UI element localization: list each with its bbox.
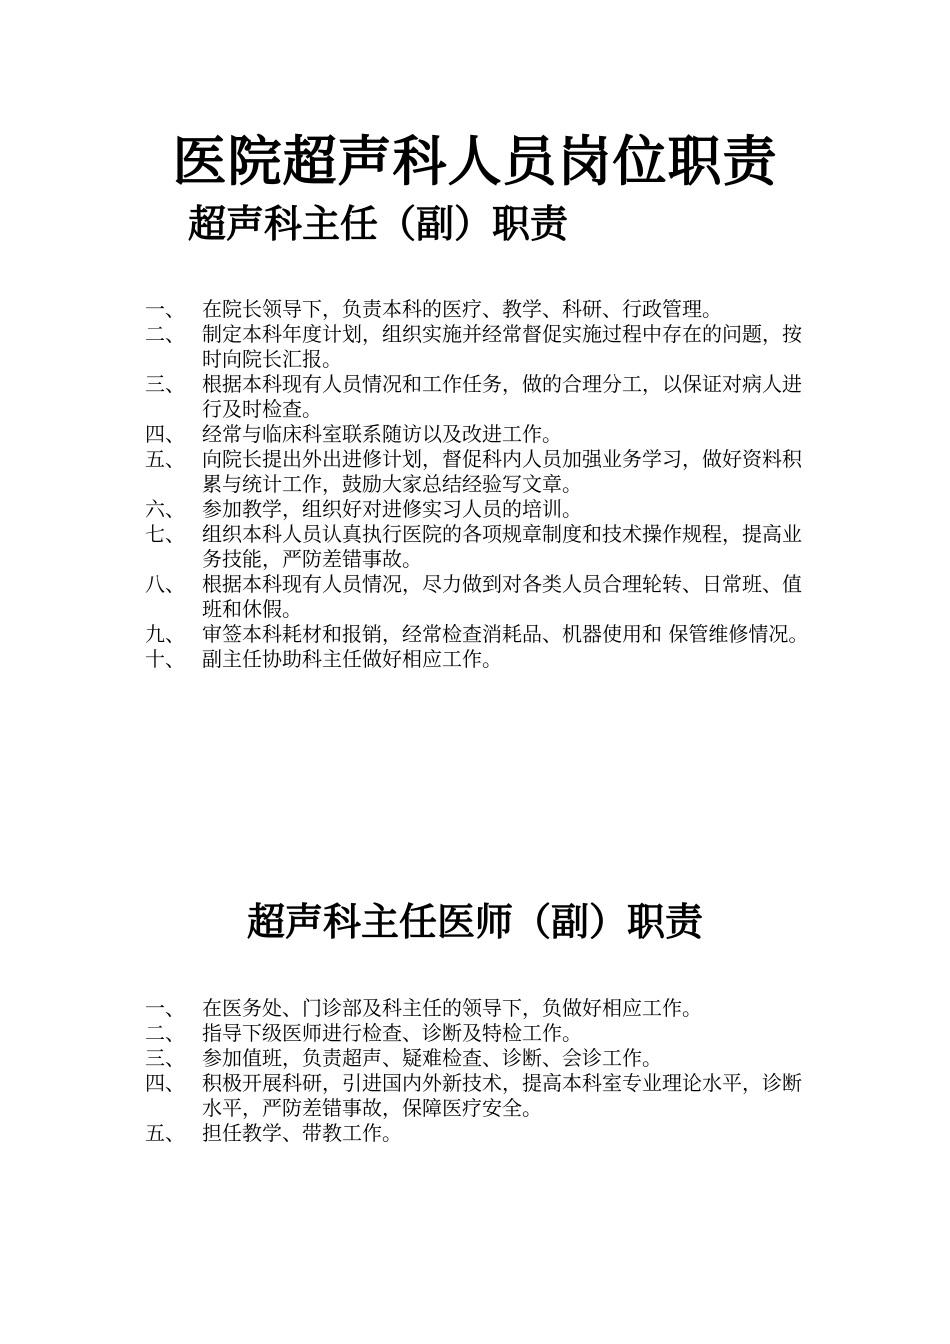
item-text: 积极开展科研，引进国内外新技术，提高本科室专业理论水平，诊断水平，严防差错事故，保障医疗安全。 [202,1071,802,1120]
list-item [145,1071,810,1121]
list-item [145,447,810,497]
item-number: 四、 [145,1071,185,1095]
duty-list-director [145,297,810,672]
list-item [145,297,810,322]
item-number: 十、 [145,647,185,671]
list-item [145,322,810,372]
item-number: 一、 [145,297,185,321]
item-text: 副主任协助科主任做好相应工作。 [202,647,502,671]
list-item [145,1121,810,1146]
item-number: 五、 [145,1121,185,1145]
list-item [145,572,810,622]
item-number: 二、 [145,1021,185,1045]
duty-list-chief-physician [145,996,810,1146]
item-text: 根据本科现有人员情况，尽力做到对各类人员合理轮转、日常班、值班和休假。 [202,572,802,621]
item-text: 参加值班，负责超声、疑难检查、诊断、会诊工作。 [202,1046,662,1070]
item-text: 根据本科现有人员情况和工作任务，做的合理分工，以保证对病人进行及时检查。 [202,372,802,421]
list-item [145,996,810,1021]
item-text: 担任教学、带教工作。 [202,1121,402,1145]
item-number: 三、 [145,372,185,396]
section-heading-director: 超声科主任（副）职责 [188,201,569,246]
item-number: 二、 [145,322,185,346]
item-text: 审签本科耗材和报销，经常检查消耗品、机器使用和 保管维修情况。 [202,622,809,646]
item-number: 五、 [145,447,185,471]
item-text: 在院长领导下，负责本科的医疗、教学、科研、行政管理。 [202,297,722,321]
item-text: 经常与临床科室联系随访以及改进工作。 [202,422,562,446]
item-number: 八、 [145,572,185,596]
list-item [145,622,810,647]
item-number: 七、 [145,522,185,546]
item-text: 组织本科人员认真执行医院的各项规章制度和技术操作规程，提高业务技能，严防差错事故。 [202,522,802,571]
item-text: 制定本科年度计划，组织实施并经常督促实施过程中存在的问题，按时向院长汇报。 [202,322,802,371]
item-text: 在医务处、门诊部及科主任的领导下，负做好相应工作。 [202,996,702,1020]
list-item [145,1046,810,1071]
item-number: 六、 [145,497,185,521]
list-item [145,497,810,522]
item-number: 三、 [145,1046,185,1070]
list-item [145,372,810,422]
item-text: 参加教学，组织好对进修实习人员的培训。 [202,497,582,521]
item-number: 一、 [145,996,185,1020]
document-title: 医院超声科人员岗位职责 [172,129,778,193]
list-item [145,522,810,572]
list-item [145,422,810,447]
item-text: 向院长提出外出进修计划，督促科内人员加强业务学习，做好资料积累与统计工作，鼓励大家总结经验写文章。 [202,447,802,496]
item-text: 指导下级医师进行检查、诊断及特检工作。 [202,1021,582,1045]
list-item [145,647,810,672]
list-item [145,1021,810,1046]
section-heading-chief-physician: 超声科主任医师（副）职责 [246,899,703,944]
item-number: 九、 [145,622,185,646]
item-number: 四、 [145,422,185,446]
